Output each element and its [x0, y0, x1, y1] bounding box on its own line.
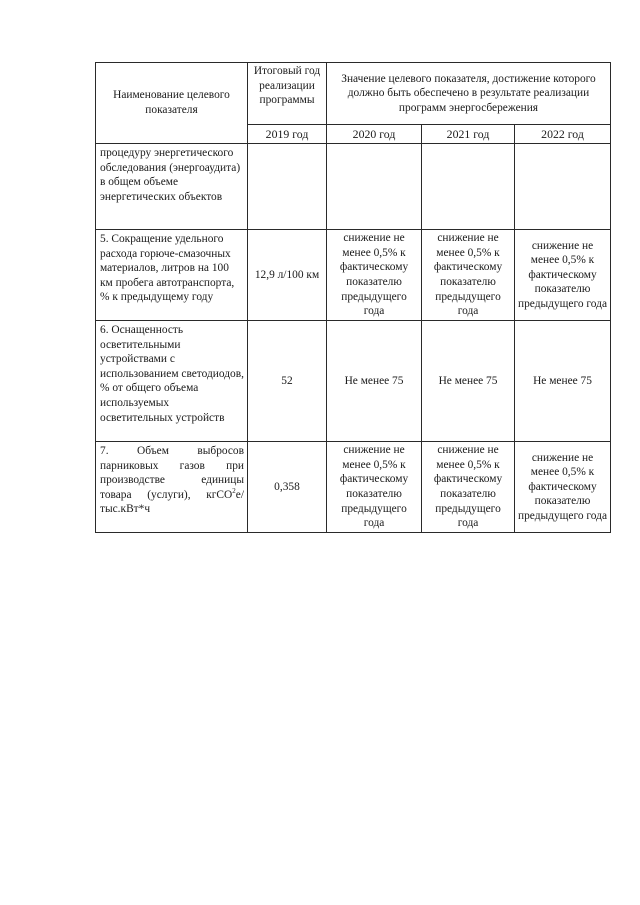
row-final-value: 12,9 л/100 км	[248, 230, 327, 321]
row-indicator-name: 5. Сокращение удельного расхода горюче-смазочных материалов, литров на 100 км пробега автотранспорта, % к предыдущему году	[96, 230, 248, 321]
header-final-year: Итоговый год реализации программы	[248, 63, 327, 125]
row-value-2022: Не менее 75	[515, 321, 611, 442]
row-indicator-name-unit: е/тыс.кВт*ч	[100, 488, 244, 516]
row-value-2021: Не менее 75	[422, 321, 515, 442]
row-indicator-name-sup: 2	[232, 486, 236, 495]
row-value-2022	[515, 144, 611, 230]
row-value-2020: снижение не менее 0,5% к фактическому показателю предыдущего года	[327, 230, 422, 321]
row-indicator-name-main: 7. Объем выбросов парниковых газов при производстве единицы товара (услуги), кгСО	[100, 445, 244, 501]
row-indicator-name: 6. Оснащенность осветительными устройствами с использованием светодиодов, % от общего объема используемых осветительных устройств	[96, 321, 248, 442]
target-indicators-table	[95, 62, 611, 533]
table-row	[96, 144, 611, 230]
row-value-2021	[422, 144, 515, 230]
table-row	[96, 321, 611, 442]
row-final-value	[248, 144, 327, 230]
row-indicator-name: процедуру энергетического обследования (энергоаудита) в общем объеме энергетических объектов	[96, 144, 248, 230]
row-value-2022: снижение не менее 0,5% к фактическому показателю предыдущего года	[515, 442, 611, 533]
table-row	[96, 230, 611, 321]
row-final-value: 52	[248, 321, 327, 442]
row-value-2021: снижение не менее 0,5% к фактическому показателю предыдущего года	[422, 230, 515, 321]
row-value-2020	[327, 144, 422, 230]
row-value-2022: снижение не менее 0,5% к фактическому показателю предыдущего года	[515, 230, 611, 321]
row-value-2020: Не менее 75	[327, 321, 422, 442]
row-value-2021: снижение не менее 0,5% к фактическому показателю предыдущего года	[422, 442, 515, 533]
row-indicator-name	[96, 442, 248, 533]
header-target-value: Значение целевого показателя, достижение которого должно быть обеспечено в результате реализации программ энергосбережения	[327, 63, 611, 125]
year-2022: 2022 год	[515, 125, 611, 144]
table-row	[96, 442, 611, 533]
row-final-value: 0,358	[248, 442, 327, 533]
year-2020: 2020 год	[327, 125, 422, 144]
header-indicator-name: Наименование целевого показателя	[96, 63, 248, 144]
row-value-2020: снижение не менее 0,5% к фактическому показателю предыдущего года	[327, 442, 422, 533]
year-2019: 2019 год	[248, 125, 327, 144]
table-header-row	[96, 63, 611, 125]
year-2021: 2021 год	[422, 125, 515, 144]
